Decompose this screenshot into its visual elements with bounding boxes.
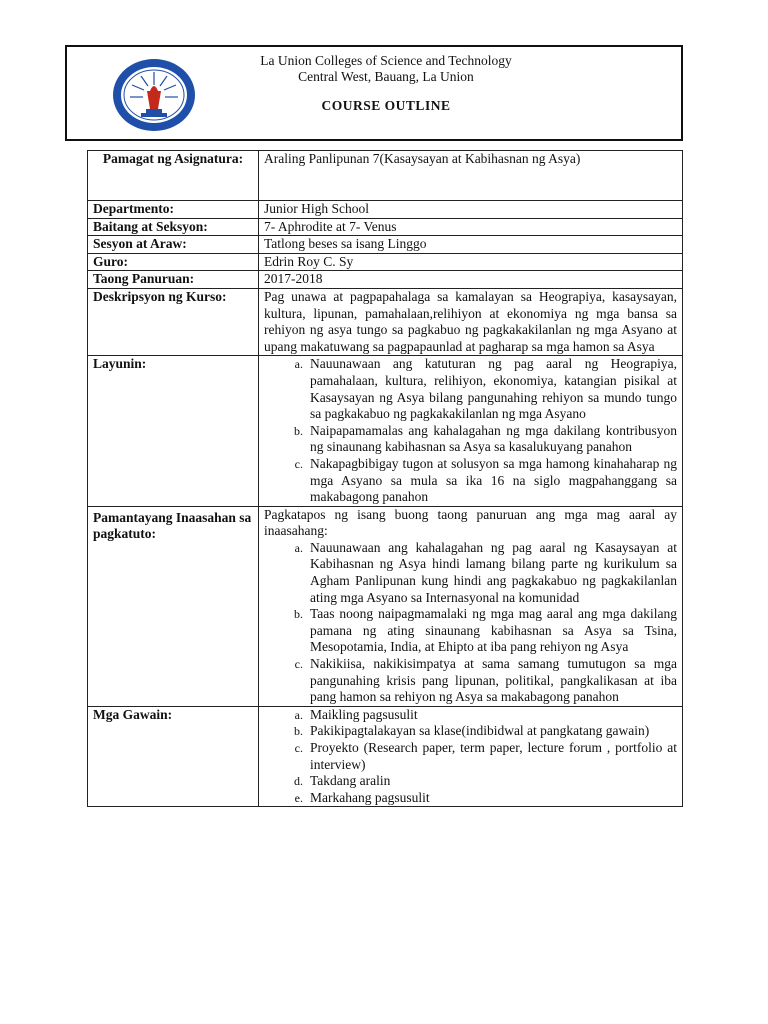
list-item: e. Markahang pagsusulit (306, 790, 677, 807)
session-label: Sesyon at Araw: (88, 236, 259, 254)
standards-cell (259, 506, 683, 706)
table-row (88, 218, 683, 236)
table-row (88, 288, 683, 355)
document-header (65, 45, 683, 141)
activities-label: Mga Gawain: (88, 706, 259, 807)
subject-label: Pamagat ng Asignatura: (88, 151, 259, 201)
table-row (88, 236, 683, 254)
document-title: COURSE OUTLINE (321, 98, 451, 113)
table-row (88, 271, 683, 289)
description-value: Pag unawa at pagpapahalaga sa kamalayan sa Heograpiya, kasaysayan, kultura, lipunan, pamahalaan,relihiyon at ekonomiya ng mga bansa sa rehiyon ng asya tungo sa pagkabuo ng pagkakakilanlan ng mga Asyano at upang makatuwang sa pagpapaunlad at pagharap sa mga hamon sa Asya (259, 288, 683, 355)
list-item: b. Naipapamamalas ang kahalagahan ng mga dakilang kontribusyon ng sinaunang kabihasnan sa Asya sa kasalukuyang panahon (306, 423, 677, 456)
session-value: Tatlong beses sa isang Linggo (259, 236, 683, 254)
institution-address: Central West, Bauang, La Union (298, 69, 474, 84)
subject-value: Araling Panlipunan 7(Kasaysayan at Kabihasnan ng Asya) (259, 151, 683, 201)
table-row (88, 506, 683, 706)
list-item: c. Proyekto (Research paper, term paper, lecture forum , portfolio at interview) (306, 740, 677, 773)
department-value: Junior High School (259, 201, 683, 219)
table-row (88, 706, 683, 807)
objectives-label: Layunin: (88, 356, 259, 506)
list-item: a. Nauunawaan ang kahalagahan ng pag aaral ng Kasaysayan at Kabihasnan ng Asya hindi lamang bilang parte ng kurikulum sa Agham Panlipunan kung hindi ang pagkakabuo ng pagkakilanlan ating mga Asyano sa Internasyonal na komunidad (306, 540, 677, 606)
list-item: a. Maikling pagsusulit (306, 707, 677, 724)
table-row (88, 201, 683, 219)
department-label: Departmento: (88, 201, 259, 219)
grade-section-value: 7- Aphrodite at 7- Venus (259, 218, 683, 236)
school-year-label: Taong Panuruan: (88, 271, 259, 289)
list-item: d. Takdang aralin (306, 773, 677, 790)
list-item: a. Nauunawaan ang katuturan ng pag aaral ng Heograpiya, pamahalaan, kultura, relihiyon, ekonomiya, katangian pisikal at Kasaysayan ng Asya bilang pangunahing rehiyon sa mundo tungo sa pagkakabuo ng pagkakakilanlan ng mga Asyano (306, 356, 677, 422)
grade-section-label: Baitang at Seksyon: (88, 218, 259, 236)
objectives-list (264, 356, 677, 505)
objectives-cell (259, 356, 683, 506)
table-row (88, 151, 683, 201)
list-item: b. Pakikipagtalakayan sa klase(indibidwal at pangkatang gawain) (306, 723, 677, 740)
list-item: c. Nakapagbibigay tugon at solusyon sa mga hamong kinahaharap ng mga Asyano sa mula sa ika 16 na siglo magpahanggang sa makabagong panahon (306, 456, 677, 506)
school-year-value: 2017-2018 (259, 271, 683, 289)
description-label: Deskripsyon ng Kurso: (88, 288, 259, 355)
standards-label: Pamantayang Inaasahan sa pagkatuto: (88, 506, 259, 706)
institution-name: La Union Colleges of Science and Technology (260, 53, 512, 68)
course-outline-table (87, 150, 683, 807)
list-item: c. Nakikiisa, nakikisimpatya at sama samang tumutugon sa mga pangunahing krisis pang lipunan, politikal, pangkalikasan at iba pang hamon sa rehiyon ng Asya sa makabagong panahon (306, 656, 677, 706)
table-row (88, 356, 683, 506)
standards-intro: Pagkatapos ng isang buong taong panuruan ang mga mag aaral ay inaasahang: (264, 506, 677, 539)
activities-cell (259, 706, 683, 807)
list-item: b. Taas noong naipagmamalaki ng mga mag aaral ang mga dakilang pamana ng ating sinaunang kabihasnan sa Asya sa Tsina, Mesopotamia, India, at Ehipto at iba pang rehiyon ng Asya (306, 606, 677, 656)
teacher-value: Edrin Roy C. Sy (259, 253, 683, 271)
standards-list (264, 540, 677, 706)
activities-list (264, 707, 677, 807)
table-row (88, 253, 683, 271)
teacher-label: Guro: (88, 253, 259, 271)
